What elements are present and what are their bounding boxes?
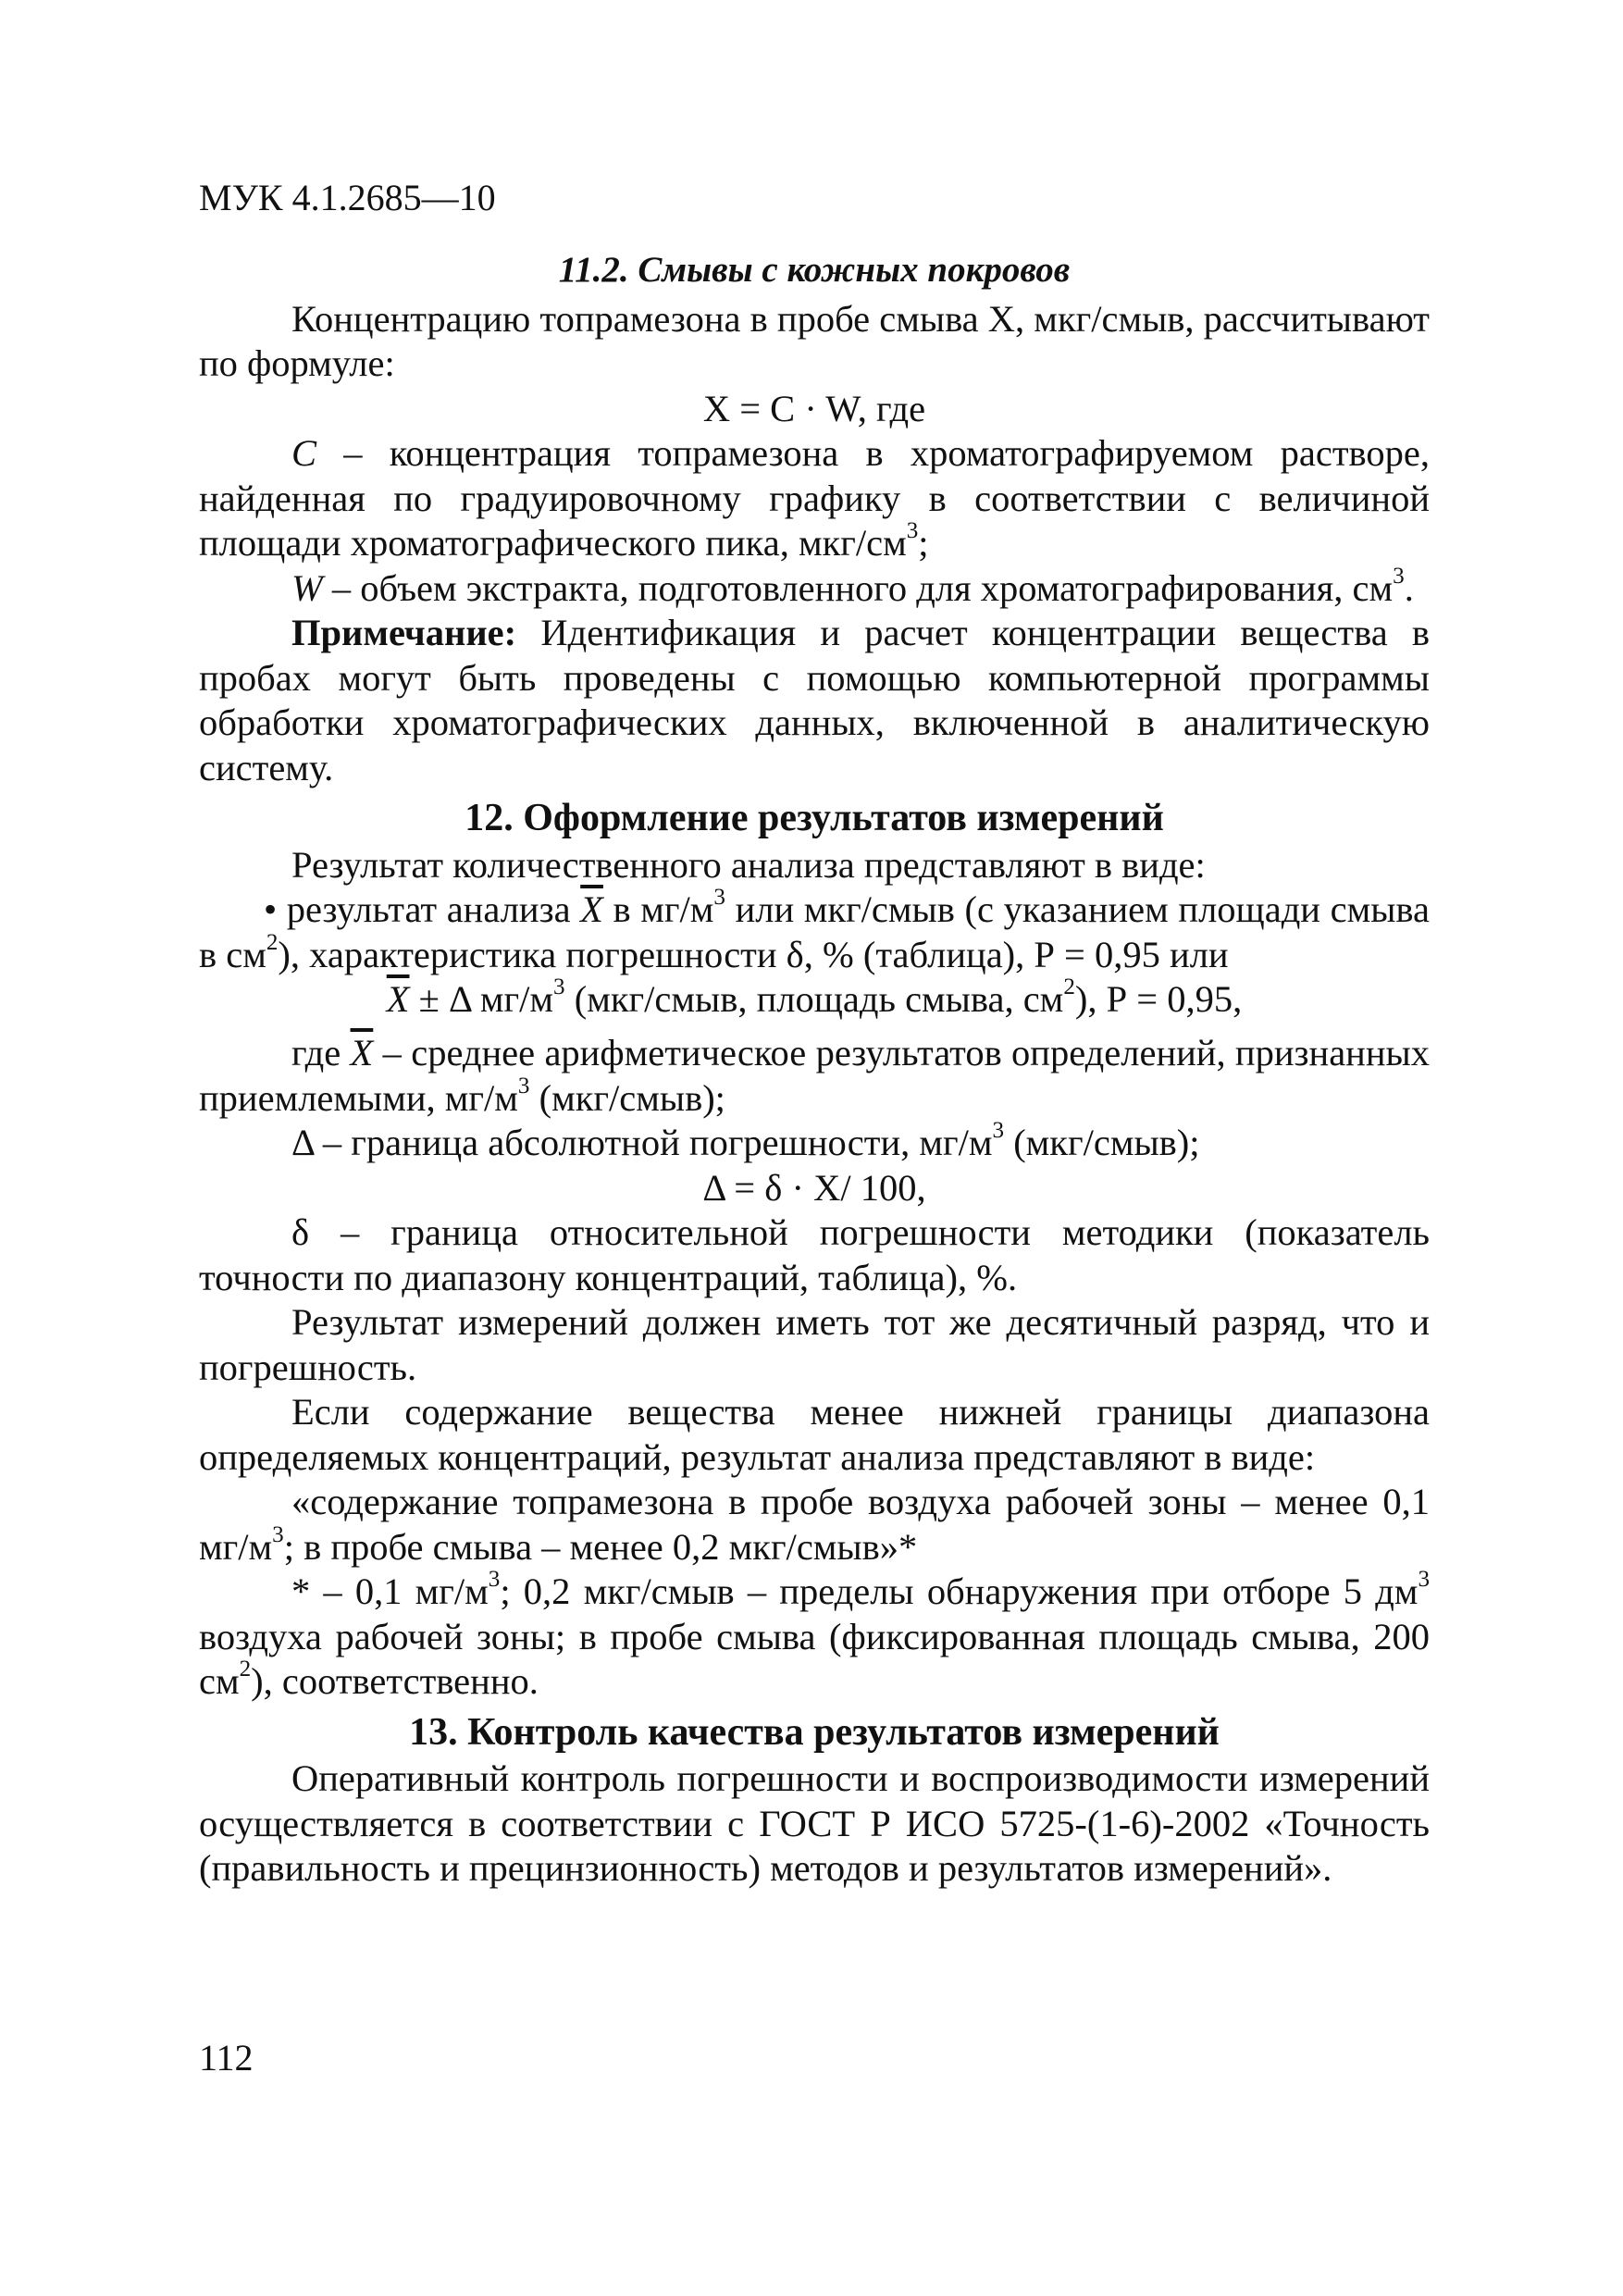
x-bar-symbol: $\overline{X}$: [350, 1032, 374, 1074]
variable-c: С: [291, 432, 317, 474]
precision-rule: Результат измерений должен иметь тот же десятичный разряд, что и погрешность.: [199, 1301, 1430, 1388]
variable-w: W: [291, 566, 323, 609]
section-12-title: 12. Оформление результатов измерений: [465, 797, 1164, 839]
superscript: 3: [1393, 563, 1405, 589]
footnote-d: ), соответственно.: [251, 1660, 539, 1702]
section-13-text: Оперативный контроль погрешности и воспроизводимости измерений осуществляется в соответствии с ГОСТ Р ИСО 5725-(1-6)-2002 «Точность (правильность и прецинзионность) методов и результатов измерений».: [199, 1757, 1430, 1889]
superscript: 2: [266, 929, 279, 955]
superscript: 3: [488, 1567, 501, 1593]
bullet-text-b: в мг/м: [602, 888, 714, 930]
note-paragraph: [199, 611, 1430, 790]
superscript: 3: [1418, 1567, 1430, 1593]
bullet-result: [199, 887, 1430, 977]
note-text: Идентификация и расчет концентрации вещества в пробах могут быть проведены с помощью компьютерной программы обработки хроматографических данных, включенной в аналитическую систему.: [199, 612, 1430, 788]
superscript: 3: [992, 1118, 1005, 1144]
superscript: 3: [553, 974, 565, 1000]
superscript: 3: [272, 1521, 284, 1547]
alt-text-c: ), Р = 0,95,: [1074, 978, 1243, 1020]
section-13-title: 13. Контроль качества результатов измерений: [409, 1710, 1220, 1754]
delta-def-b: (мкг/смыв);: [1004, 1122, 1200, 1163]
section-11-2-title: 11.2. Смывы с кожных покровов: [558, 250, 1071, 290]
where-xbar-definition: [199, 1031, 1430, 1121]
alt-text-b: (мкг/смыв, площадь смыва, см: [564, 978, 1064, 1020]
section-12-intro: Результат количественного анализа представляют в виде:: [291, 843, 1206, 886]
section-11-2-intro: Концентрацию топрамезона в пробе смыва X, мкг/смыв, рассчитывают по формуле:: [199, 297, 1430, 384]
where-text-a: где: [291, 1032, 351, 1074]
definition-w: [199, 563, 1430, 612]
quote-b: ; в пробе смыва – менее 0,2 мкг/смыв»*: [283, 1525, 918, 1568]
superscript: 3: [713, 885, 725, 911]
quote-paragraph: [199, 1480, 1430, 1570]
bullet-text-a: • результат анализа: [264, 888, 581, 930]
small-delta-definition: δ – граница относительной погрешности методики (показатель точности по диапазону концентраций, таблица), %.: [199, 1211, 1430, 1298]
where-text-c: (мкг/смыв);: [529, 1076, 725, 1119]
quote-a: «содержание топрамезона в пробе воздуха рабочей зоны – менее 0,1 мг/м: [199, 1481, 1430, 1568]
note-label: Примечание:: [291, 612, 517, 653]
superscript: 3: [906, 518, 919, 544]
page-number: 112: [199, 2037, 254, 2079]
superscript: 3: [517, 1073, 530, 1098]
footnote-c: воздуха рабочей зоны; в пробе смыва (фиксированная площадь смыва, 200 см: [199, 1615, 1430, 1702]
superscript: 2: [1063, 974, 1075, 1000]
definition-w-end: .: [1404, 566, 1414, 609]
x-bar-symbol: $\overline{X}$: [580, 888, 603, 930]
x-bar-symbol: $\overline{X}$: [386, 978, 410, 1020]
alt-text-a: ± Δ мг/м: [409, 978, 554, 1020]
definition-w-text: – объем экстракта, подготовленного для хроматографирования, см: [322, 566, 1394, 609]
below-range-paragraph: Если содержание вещества менее нижней границы диапазона определяемых концентраций, результат анализа представляют в виде:: [199, 1391, 1430, 1478]
bullet-text-d: ), характеристика погрешности δ, % (таблица), Р = 0,95 или: [278, 933, 1229, 975]
formula-x: X = C · W, где: [702, 387, 926, 429]
document-page: [199, 176, 1430, 1892]
footnote-paragraph: [199, 1567, 1430, 1705]
definition-c: [199, 431, 1430, 566]
where-text-b: – среднее арифметическое результатов определений, признанных приемлемыми, мг/м: [199, 1032, 1430, 1119]
delta-def-a: Δ – граница абсолютной погрешности, мг/м: [291, 1122, 993, 1163]
formula-delta: Δ = δ · X/ 100,: [702, 1166, 926, 1209]
definition-c-text: – концентрация топрамезона в хроматографируемом растворе, найденная по градуировочному графику в соответствии с величиной площади хроматографического пика, мкг/см: [199, 432, 1430, 564]
delta-definition: [199, 1118, 1430, 1166]
footnote-b: ; 0,2 мкг/смыв – пределы обнаружения при отборе 5 дм: [500, 1570, 1419, 1612]
footnote-a: * – 0,1 мг/м: [291, 1570, 489, 1612]
superscript: 2: [239, 1657, 252, 1682]
definition-c-end: ;: [918, 522, 929, 564]
formula-xbar-delta: [199, 974, 1430, 1020]
document-code-header: МУК 4.1.2685—10: [199, 177, 496, 218]
bullet-text-c: или мкг/смыв (с указанием площади смыва в см: [199, 888, 1430, 975]
